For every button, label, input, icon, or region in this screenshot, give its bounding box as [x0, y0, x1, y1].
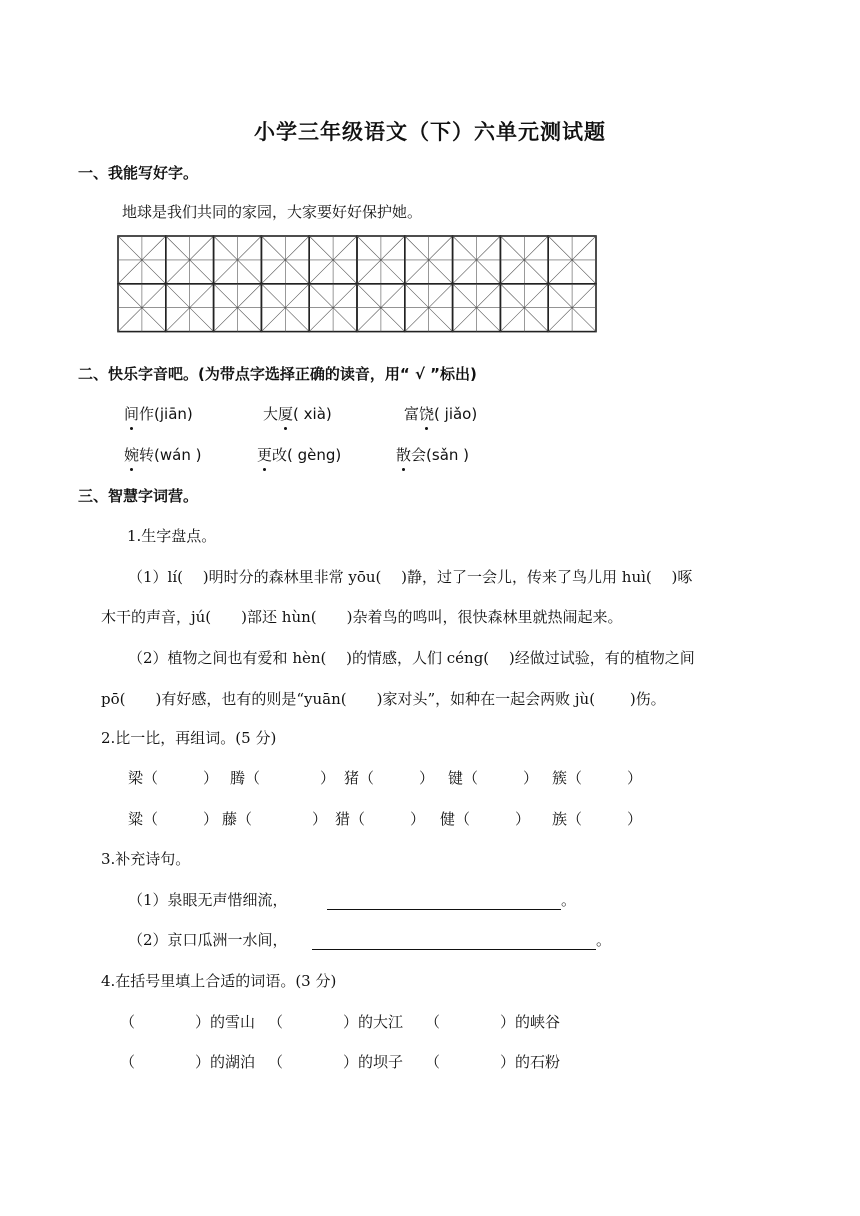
fill-phrase[interactable]: （ ）的大江: [268, 1013, 404, 1031]
poem-line-1: （1）泉眼无声惜细流，: [128, 891, 288, 909]
poem-blank-2[interactable]: 。: [312, 929, 611, 950]
pinyin-item[interactable]: 更改( gèng): [257, 446, 342, 464]
pinyin-item[interactable]: 大厦( xià): [263, 405, 332, 423]
page-title: 小学三年级语文（下）六单元测试题: [254, 119, 606, 144]
compare-word[interactable]: 腾（ ）: [230, 769, 336, 787]
section-2-heading: 二、快乐字音吧。(为带点字选择正确的读音，用“ √ ”标出): [78, 365, 477, 383]
fill-phrase[interactable]: （ ）的坝子: [268, 1053, 404, 1071]
compare-word[interactable]: 粱（ ）: [128, 810, 219, 828]
compare-word[interactable]: 梁（ ）: [128, 769, 219, 787]
section-1-heading: 一、我能写好字。: [78, 164, 199, 182]
section-3-heading: 三、智慧字词营。: [78, 487, 199, 505]
question-4-title: 4.在括号里填上合适的词语。(3 分): [101, 972, 337, 990]
compare-word[interactable]: 藤（ ）: [222, 810, 328, 828]
pinyin-item[interactable]: 富饶( jiǎo): [404, 405, 478, 423]
fill-phrase[interactable]: （ ）的石粉: [425, 1053, 561, 1071]
poem-blank-1[interactable]: 。: [327, 889, 576, 910]
writing-grid[interactable]: [117, 235, 597, 333]
fill-phrase[interactable]: （ ）的峡谷: [425, 1013, 561, 1031]
question-1-para-1a[interactable]: （1）lí( )明时分的森林里非常 yōu( )静，过了一会儿，传来了鸟儿用 huì( )啄: [128, 568, 693, 586]
question-1-para-2a[interactable]: （2）植物之间也有爱和 hèn( )的情感，人们 céng( )经做过试验，有的植物之间: [128, 649, 695, 667]
question-1-title: 1.生字盘点。: [127, 527, 217, 545]
question-1-para-2b[interactable]: pō( )有好感，也有的则是“yuān( )家对头”，如种在一起会两败 jù( )伤。: [101, 690, 666, 708]
compare-word[interactable]: 簇（ ）: [552, 769, 643, 787]
question-3-title: 3.补充诗句。: [101, 850, 191, 868]
poem-line-2: （2）京口瓜洲一水间，: [128, 931, 288, 949]
pinyin-item[interactable]: 婉转(wán ): [124, 446, 202, 464]
fill-phrase[interactable]: （ ）的湖泊: [120, 1053, 256, 1071]
question-1-para-1b[interactable]: 木干的声音，jú( )部还 hùn( )杂着鸟的鸣叫，很快森林里就热闹起来。: [101, 608, 623, 626]
compare-word[interactable]: 猎（ ）: [335, 810, 426, 828]
pinyin-item[interactable]: 间作(jiān): [124, 405, 193, 423]
compare-word[interactable]: 键（ ）: [448, 769, 539, 787]
compare-word[interactable]: 猪（ ）: [344, 769, 435, 787]
fill-phrase[interactable]: （ ）的雪山: [120, 1013, 256, 1031]
pinyin-item[interactable]: 散会(sǎn ): [396, 446, 470, 464]
compare-word[interactable]: 健（ ）: [440, 810, 531, 828]
section-1-sentence: 地球是我们共同的家园，大家要好好保护她。: [122, 203, 423, 221]
question-2-title: 2.比一比，再组词。(5 分): [101, 729, 277, 747]
compare-word[interactable]: 族（ ）: [552, 810, 643, 828]
